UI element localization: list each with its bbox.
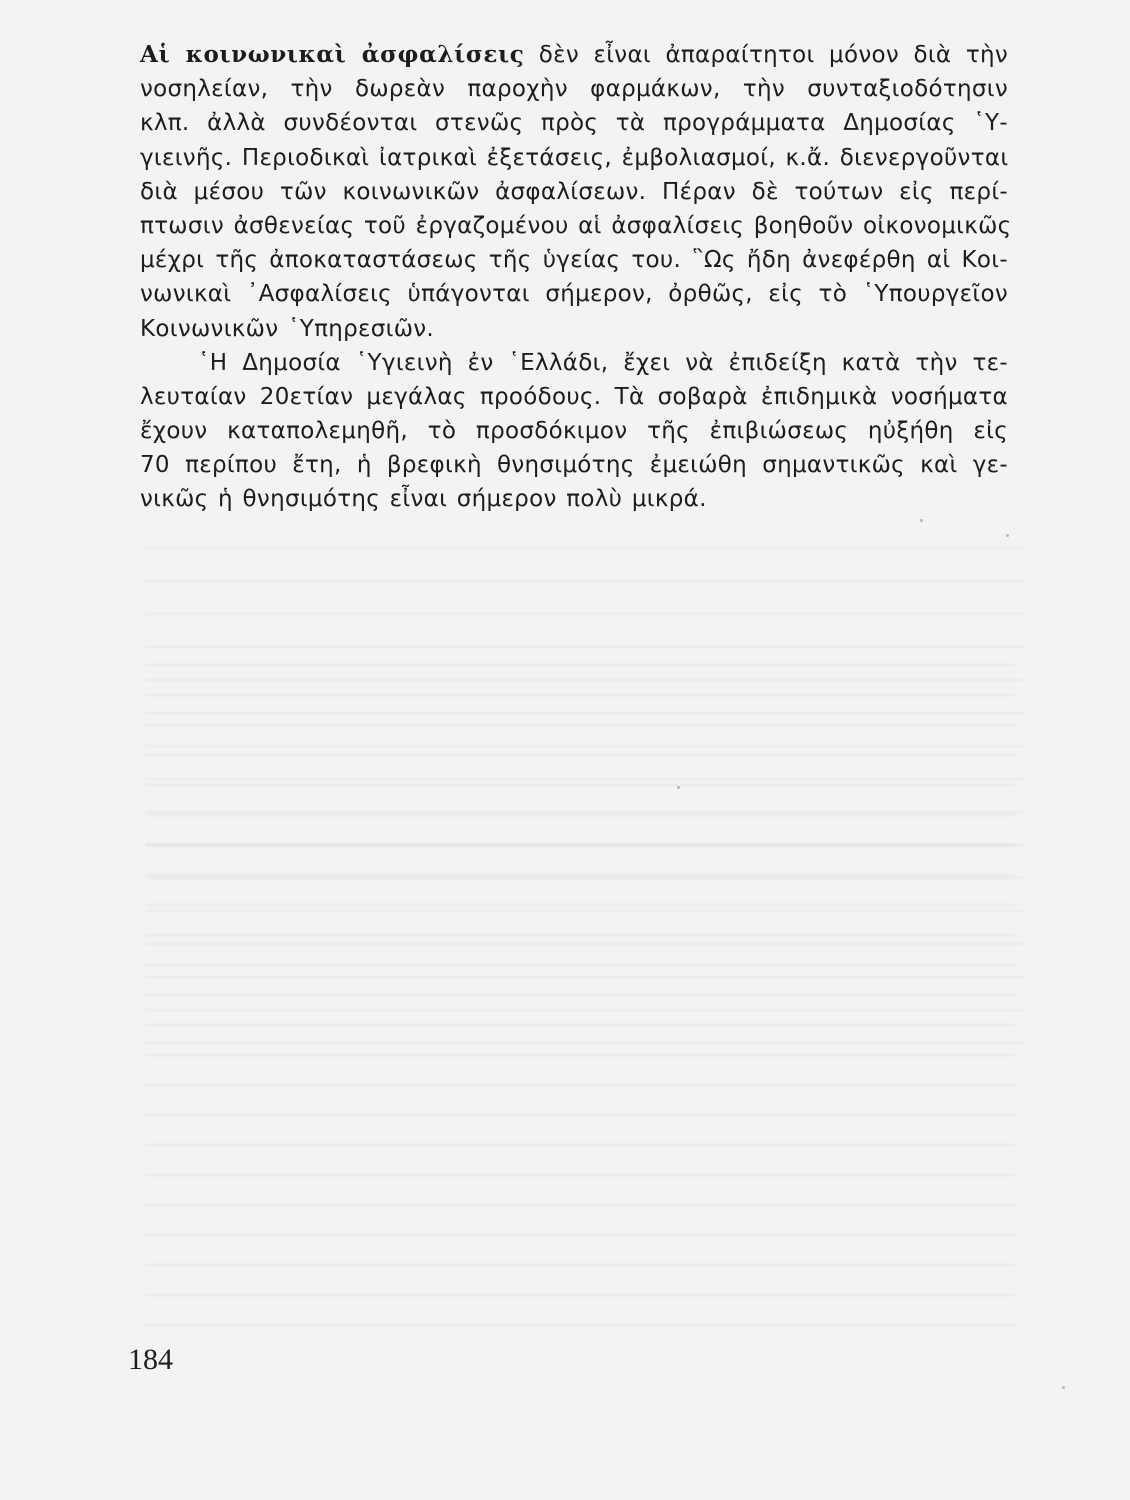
paragraph-2-line: ῾Η Δημοσία ῾Υγιεινὴ ἐν ῾Ελλάδι, ἔχει νὰ ἐπιδείξη κατὰ τὴν τε- — [198, 349, 1008, 376]
paragraph-1-line: Κοινωνικῶν ῾Υπηρεσιῶν. — [140, 315, 435, 342]
bleed-through-texture-lower — [145, 650, 1015, 1350]
page-number: 184 — [128, 1343, 173, 1376]
paragraph-2-line: ἔχουν καταπολεμηθῆ, τὸ προσδόκιμον τῆς ἐπιβιώσεως ηὐξήθη εἰς — [140, 418, 1008, 445]
paragraph-1-line: μέχρι τῆς ἀποκαταστάσεως τῆς ὑγείας του. ῝Ως ἤδη ἀνεφέρθη αἱ Κοι- — [140, 247, 1008, 274]
paragraph-1-line-1-rest: δὲν εἶναι ἀπαραίτητοι μόνον διὰ τὴν — [524, 42, 1009, 68]
paragraph-1-line: γιεινῆς. Περιοδικαὶ ἰατρικαὶ ἐξετάσεις, ἐμβολιασμοί, κ.ἄ. διενεργοῦνται — [140, 144, 1009, 171]
paragraph-1-line: νοσηλείαν, τὴν δωρεὰν παροχὴν φαρμάκων, τὴν συνταξιοδότησιν — [140, 76, 1008, 103]
paragraph-1-line: νωνικαὶ ᾿Ασφαλίσεις ὑπάγονται σήμερον, ὀρθῶς, εἰς τὸ ῾Υπουργεῖον — [140, 281, 1008, 308]
body-text — [140, 38, 1012, 517]
paragraph-2-line: 70 περίπου ἔτη, ἡ βρεφικὴ θνησιμότης ἐμειώθη σημαντικῶς καὶ γε- — [140, 452, 1008, 479]
paragraph-1-line: διὰ μέσου τῶν κοινωνικῶν ἀσφαλίσεων. Πέραν δὲ τούτων εἰς περί- — [140, 178, 1008, 205]
lead-phrase: Αἱ κοινωνικαὶ ἀσφαλίσεις — [140, 41, 525, 68]
paper-speck — [1006, 534, 1009, 537]
paper-speck — [1062, 1386, 1065, 1389]
paragraph-2-line: νικῶς ἡ θνησιμότης εἶναι σήμερον πολὺ μικρά. — [140, 486, 707, 513]
paper-speck — [920, 519, 923, 522]
paragraph-2-line: λευταίαν 20ετίαν μεγάλας προόδους. Τὰ σοβαρὰ ἐπιδημικὰ νοσήματα — [140, 383, 1008, 410]
paragraph-1-line — [140, 38, 1008, 72]
paper-speck — [677, 786, 680, 789]
paragraph-1-line: πτωσιν ἀσθενείας τοῦ ἐργαζομένου αἱ ἀσφαλίσεις βοηθοῦν οἰκονομικῶς — [140, 212, 1012, 239]
paragraph-1-line: κλπ. ἀλλὰ συνδέονται στενῶς πρὸς τὰ προγράμματα Δημοσίας ῾Υ- — [140, 110, 1008, 137]
